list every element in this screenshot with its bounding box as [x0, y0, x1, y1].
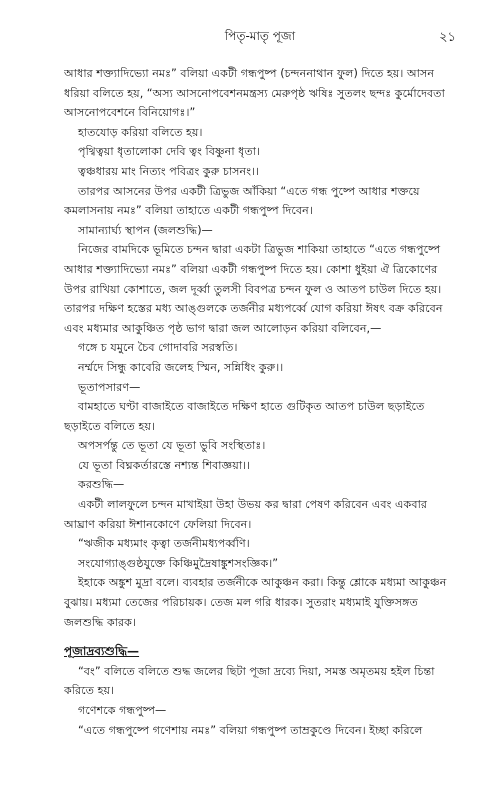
text-line: আসনোপবেশনে বিনিয়োগঃ।”	[64, 106, 196, 120]
text-line: সামান্যার্ঘ্য স্থাপন (জলশুদ্ধি)—	[78, 223, 213, 237]
text-line: “ঋজীক মধ্যমাং কৃত্বা তর্জনীমধ্যপর্ব্বণি।	[78, 537, 250, 551]
text-line: বুঝায়। মধ্যমা তেজের পরিচায়ক। তেজ মল গরি ধারক। সুতরাং মধ্যমাই যুক্তিসঙ্গত	[64, 596, 418, 610]
text-line: অপসর্পন্তু তে ভূতা যে ভূতা ভুবি সংস্থিতাঃ।	[78, 439, 266, 453]
text-line: নিজের বামদিকে ভূমিতে চন্দন দ্বারা একটা ত্রিভুজ শাকিয়া তাহাতে “এতে গন্ধপুষ্পে	[78, 243, 441, 257]
text-line: ভূতাপসারণ—	[78, 380, 141, 394]
text-line: ধরিয়া বলিতে হয়, “অস্য আসনোপবেশনমন্ত্রস্য মেরুপৃষ্ঠ ঋষিঃ সুতলং ছন্দঃ কুর্মোদেবতা	[64, 86, 445, 100]
text-line: “বং” বলিতে বলিতে শুদ্ধ জলের ছিটা পূজা দ্রব্যে দিয়া, সমস্ত অমৃতময় হইল চিন্তা	[78, 664, 435, 678]
text-line: যে ভূতা বিঘ্নকর্তারস্তে নশ্যন্ত শিবাজ্ঞয়া।।	[78, 458, 251, 472]
body-text	[64, 64, 454, 740]
page-number: ২১	[439, 30, 456, 45]
text-line: কমলাসনায় নমঃ” বলিয়া তাহাতে একটী গন্ধপুষ্প দিবেন।	[64, 204, 313, 218]
text-line: করশুদ্ধি—	[78, 478, 125, 492]
text-line: গণেশকে গন্ধপুষ্প—	[78, 704, 167, 717]
text-line: গঙ্গে চ যমুনে চৈব গোদাবরি সরস্বতি।	[78, 341, 238, 355]
text-line: করিতে হয়।	[64, 684, 115, 698]
text-line: উপর রাখিয়া কোশাতে, জল দূর্ব্বা তুলসী বিবপত্র চন্দন ফুল ও আতপ চাউল দিতে হয়।	[64, 282, 442, 296]
text-line: তারপর আসনের উপর একটী ত্রিভুজ আঁকিয়া “এতে গন্ধ পুষ্পে আধার শক্তয়ে	[78, 184, 420, 198]
text-line: সংযোগ্যাঙ্গুষ্ঠযুক্তে কিঞ্চিমুদ্রৈষাঙ্কুশসংজ্ঞিক।”	[78, 556, 279, 570]
text-line: “এতে গন্ধপুষ্পে গণেশায় নমঃ” বলিয়া গন্ধপুষ্প তাম্রকুণ্ডে দিবেন। ইচ্ছা করিলে	[78, 723, 423, 737]
text-line: নর্ম্মদে সিন্ধু কাবেরি জলেহ স্মিন, সন্নিধিং কুরু।।	[78, 360, 284, 374]
text-line: তারপর দক্ষিণ হস্তের মধ্য আঙ্গুলকে তর্জনীর মধ্যপর্ব্বে যোগ করিয়া ঈষৎ বক্র করিবেন	[64, 302, 443, 316]
page-header	[64, 28, 456, 48]
text-line: এবং মধ্যমার আকুঞ্চিত পৃষ্ঠ ভাগ দ্বারা জল আলোড়ন করিয়া বলিবেন,—	[64, 321, 382, 335]
text-line: আধার শক্ত্যাদিভ্যো নমঃ” বলিয়া একটী গন্ধপুষ্প দিতে হয়। কোশা ধুইয়া ঐ ত্রিকোণের	[64, 262, 438, 276]
text-line: আধার শক্ত্যাদিভ্যো নমঃ” বলিয়া একটী গন্ধপুষ্প (চন্দননাথান ফুল) দিতে হয়। আসন	[64, 67, 435, 80]
section-heading: পূজাদ্রব্যশুদ্ধি—	[64, 644, 140, 659]
text-line: ইহাকে অঙ্কুশ মুদ্রা বলে। ব্যবহার তর্জনীকে আকুঞ্চন করা। কিন্তু শ্লোকে মধ্যমা আকুঞ্চন	[78, 576, 447, 590]
text-line: পৃথ্বিত্বয়া ধৃতালোকা দেবি ত্বং বিষ্ণুনা ধৃতা।	[78, 145, 261, 159]
running-title: পিতৃ-মাতৃ পূজা	[224, 29, 296, 43]
text-line: ত্বঞ্চধারয় মাং নিত্যং পবিত্রং কুরু চাসনং।।	[78, 164, 260, 178]
text-line: হাতযোড় করিয়া বলিতে হয়।	[78, 125, 203, 139]
text-line: আঘ্রাণ করিয়া ঈশানকোণে ফেলিয়া দিবেন।	[64, 517, 252, 531]
section-gap	[64, 632, 454, 642]
text-line: ছড়াইতে বলিতে হয়।	[64, 419, 155, 433]
text-line: একটী লালফুলে চন্দন মাখাইয়া উহা উভয় কর দ্বারা পেষণ করিবেন এবং একবার	[78, 498, 427, 512]
text-line: জলশুদ্ধি কারক।	[64, 615, 136, 629]
text-line: বামহাতে ঘণ্টা বাজাইতে বাজাইতে দক্ষিণ হাতে গুটিকৃত আতপ চাউল ছড়াইতে	[78, 400, 425, 414]
